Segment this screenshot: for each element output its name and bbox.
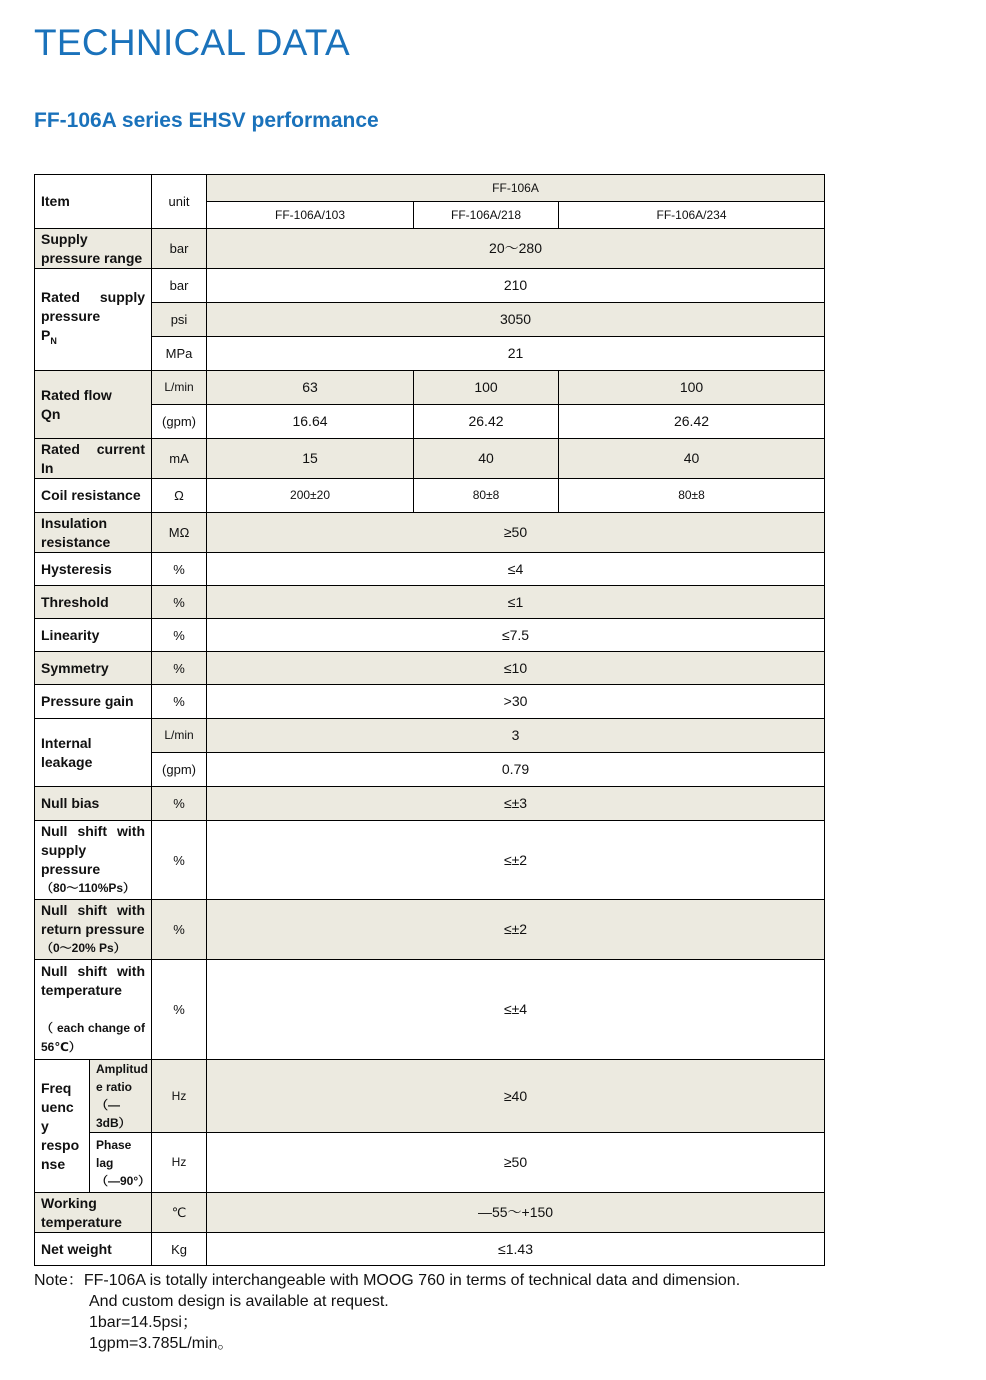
label-line: temperature: [41, 982, 122, 998]
note-text: FF-106A is totally interchangeable with MOOG 760 in terms of technical data and dimension.: [83, 1272, 741, 1289]
row-value: 3050: [207, 303, 825, 337]
table-row: [35, 960, 825, 1060]
row-label: Coil resistance: [35, 479, 152, 513]
table-row: [35, 337, 825, 371]
header-model: FF-106A/218: [414, 202, 559, 229]
row-unit: %: [152, 960, 207, 1060]
row-label: Supply pressure range: [35, 229, 152, 269]
label-text: P: [41, 327, 51, 344]
label-line: supply: [41, 842, 87, 858]
label-line: Amplitud: [96, 1062, 148, 1076]
row-sublabel: [90, 1133, 152, 1193]
label-line: （—3dB）: [96, 1098, 131, 1130]
row-value: 200±20: [207, 479, 414, 513]
note-line: And custom design is available at request.: [89, 1293, 389, 1310]
row-value: 3: [207, 719, 825, 753]
label-line: lag: [96, 1155, 114, 1170]
label-line: temperature: [41, 1213, 122, 1230]
table-row: [35, 553, 825, 586]
row-value: 80±8: [414, 479, 559, 513]
label-line: Working: [41, 1194, 97, 1211]
row-unit: %: [152, 619, 207, 652]
label-line: Null shift with: [41, 902, 146, 918]
row-unit: L/min: [152, 371, 207, 405]
header-item: Item: [35, 175, 152, 229]
table-row: [35, 229, 825, 269]
label-line: leakage: [41, 753, 93, 770]
row-unit: L/min: [152, 719, 207, 753]
row-label: [35, 269, 152, 371]
label-line: Rated current: [41, 440, 146, 457]
row-unit: ℃: [152, 1193, 207, 1233]
table-row: [35, 513, 825, 553]
row-value: 26.42: [414, 405, 559, 439]
row-sublabel: [90, 1060, 152, 1133]
row-label: Pressure gain: [35, 685, 152, 719]
row-unit: %: [152, 586, 207, 619]
header-model: FF-106A/234: [559, 202, 825, 229]
row-label: [35, 821, 152, 900]
row-label: Threshold: [35, 586, 152, 619]
row-label: [35, 513, 152, 553]
table-row: [35, 685, 825, 719]
table-row: [35, 821, 825, 900]
label-line: Rated flow: [41, 386, 112, 403]
row-value: 15: [207, 439, 414, 479]
label-line: y: [41, 1117, 49, 1134]
row-value: 0.79: [207, 753, 825, 787]
row-unit: psi: [152, 303, 207, 337]
table-row: [35, 269, 825, 303]
row-value: 40: [559, 439, 825, 479]
page-subtitle: FF-106A series EHSV performance: [34, 109, 379, 132]
label-spacer: [41, 1000, 145, 1019]
row-unit: (gpm): [152, 753, 207, 787]
row-unit: %: [152, 821, 207, 900]
row-value: ≤±2: [207, 900, 825, 960]
row-label: [35, 1060, 90, 1193]
header-group: FF-106A: [207, 175, 825, 202]
row-value: 20～280: [207, 229, 825, 269]
row-unit: %: [152, 787, 207, 821]
label-subscript: N: [50, 335, 57, 346]
row-label: [35, 439, 152, 479]
row-unit: (gpm): [152, 405, 207, 439]
row-label: Null bias: [35, 787, 152, 821]
row-value: ≥50: [207, 513, 825, 553]
label-line: Insulation: [41, 514, 108, 531]
row-value: ≤10: [207, 652, 825, 685]
label-line: e ratio: [96, 1080, 133, 1094]
label-line: resistance: [41, 533, 111, 550]
note-line: [34, 1270, 740, 1291]
row-value: 80±8: [559, 479, 825, 513]
label-line: Phase: [96, 1137, 132, 1152]
table-row: [35, 652, 825, 685]
row-label: Hysteresis: [35, 553, 152, 586]
table-row: [35, 1060, 825, 1133]
table-row: [35, 1193, 825, 1233]
row-value: 40: [414, 439, 559, 479]
table-row: [35, 479, 825, 513]
table-row: [35, 719, 825, 753]
page-title: TECHNICAL DATA: [34, 22, 350, 63]
table-row: [35, 405, 825, 439]
row-value: ≤7.5: [207, 619, 825, 652]
row-unit: MΩ: [152, 513, 207, 553]
row-label: [35, 900, 152, 960]
row-value: ≤±3: [207, 787, 825, 821]
label-line: （ each change of: [41, 1021, 146, 1035]
note-prefix: Note：: [34, 1272, 84, 1289]
row-unit: MPa: [152, 337, 207, 371]
table-row: [35, 439, 825, 479]
row-label: Linearity: [35, 619, 152, 652]
row-value: —55～+150: [207, 1193, 825, 1233]
label-line: uenc: [41, 1098, 74, 1115]
row-value: ≤1.43: [207, 1233, 825, 1266]
table-row: [35, 1233, 825, 1266]
label-line: pressure: [41, 861, 101, 877]
row-label: Net weight: [35, 1233, 152, 1266]
row-label: [35, 371, 152, 439]
row-value: 21: [207, 337, 825, 371]
row-unit: Ω: [152, 479, 207, 513]
table-row: [35, 303, 825, 337]
row-unit: %: [152, 652, 207, 685]
label-line: In: [41, 459, 54, 476]
row-unit: mA: [152, 439, 207, 479]
note-line: 1gpm=3.785L/min。: [89, 1335, 234, 1352]
row-label: [35, 719, 152, 787]
table-row: [35, 371, 825, 405]
row-value: >30: [207, 685, 825, 719]
row-value: ≥40: [207, 1060, 825, 1133]
label-line: Null shift with: [41, 823, 146, 839]
label-line: respo: [41, 1136, 80, 1153]
technical-data-table: [34, 174, 825, 1266]
table-row: [35, 586, 825, 619]
table-row: [35, 787, 825, 821]
row-value: 16.64: [207, 405, 414, 439]
row-value: ≤±4: [207, 960, 825, 1060]
label-line: Null shift with: [41, 963, 146, 979]
table-row: [35, 619, 825, 652]
table-row: [35, 900, 825, 960]
label-line: [41, 326, 145, 351]
label-line: 56℃）: [41, 1040, 81, 1054]
label-line: Qn: [41, 405, 61, 422]
table-row: [35, 1133, 825, 1193]
row-unit: bar: [152, 269, 207, 303]
header-unit: unit: [152, 175, 207, 229]
label-line: pressure: [41, 308, 101, 325]
label-line: nse: [41, 1155, 66, 1172]
note-line: 1bar=14.5psi；: [89, 1314, 198, 1331]
label-line: return pressure: [41, 921, 145, 937]
row-unit: Kg: [152, 1233, 207, 1266]
label-line: （80～110%Ps）: [41, 881, 136, 895]
table-row: [35, 753, 825, 787]
row-unit: bar: [152, 229, 207, 269]
label-line: Freq: [41, 1079, 72, 1096]
row-label: Symmetry: [35, 652, 152, 685]
row-unit: %: [152, 553, 207, 586]
label-line: Rated supply: [41, 289, 146, 306]
row-value: 210: [207, 269, 825, 303]
row-label: [35, 1193, 152, 1233]
label-line: （—90°）: [96, 1173, 151, 1188]
row-value: ≤1: [207, 586, 825, 619]
row-value: 100: [559, 371, 825, 405]
row-value: ≤4: [207, 553, 825, 586]
label-line: Internal: [41, 734, 92, 751]
row-label: [35, 960, 152, 1060]
footnote: [34, 1270, 740, 1354]
row-value: 100: [414, 371, 559, 405]
row-unit: Hz: [152, 1133, 207, 1193]
row-unit: %: [152, 685, 207, 719]
label-line: （0～20% Ps）: [41, 941, 126, 955]
row-value: ≤±2: [207, 821, 825, 900]
row-unit: %: [152, 900, 207, 960]
header-row: [35, 175, 825, 202]
row-value: 26.42: [559, 405, 825, 439]
row-value: 63: [207, 371, 414, 405]
row-value: ≥50: [207, 1133, 825, 1193]
header-model: FF-106A/103: [207, 202, 414, 229]
row-unit: Hz: [152, 1060, 207, 1133]
